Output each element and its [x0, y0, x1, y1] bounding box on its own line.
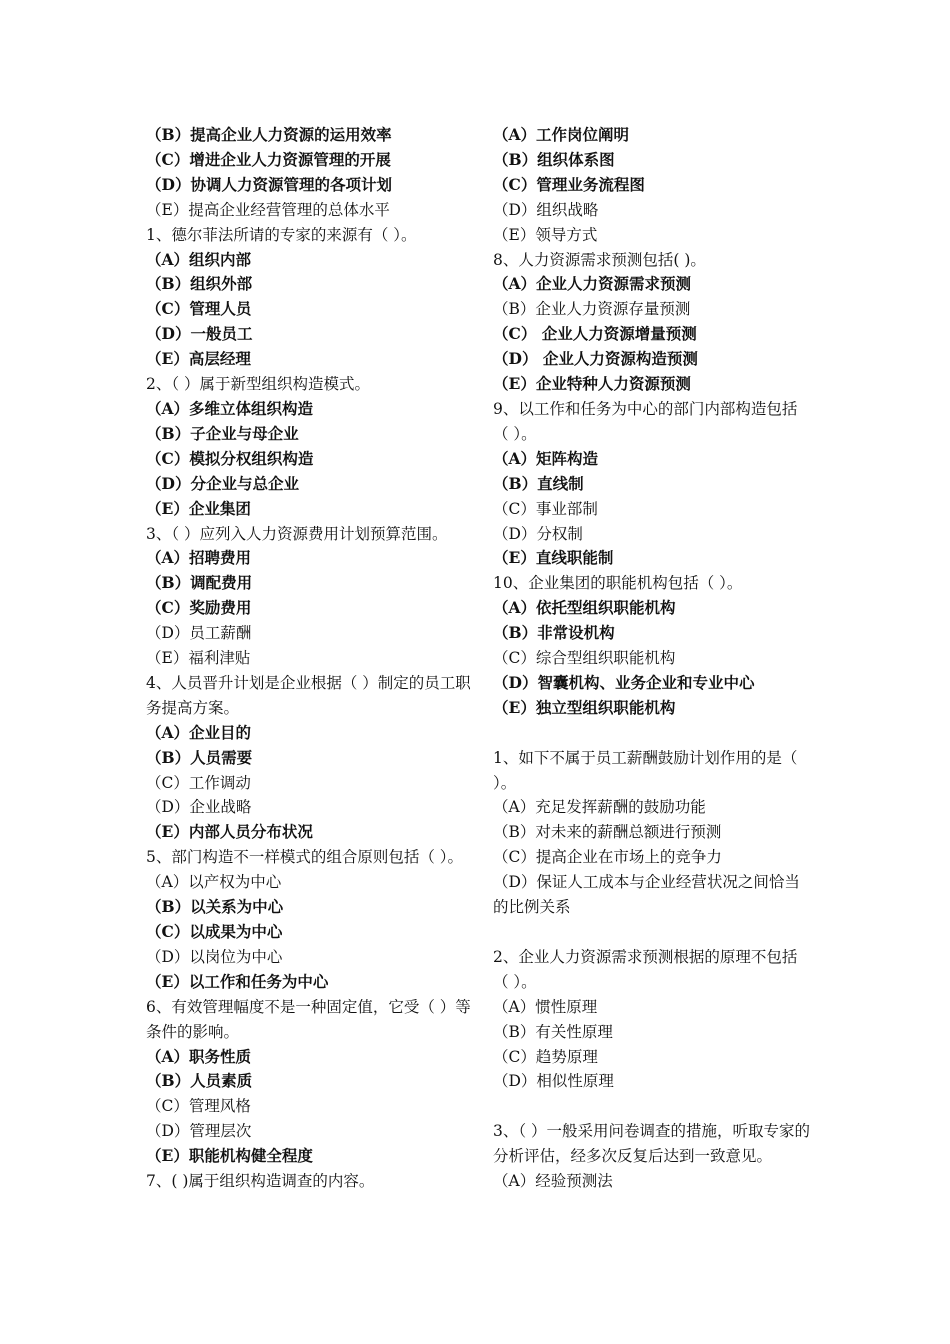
answer-option: （A）以产权为中心: [146, 873, 282, 892]
answer-option: （D）管理层次: [146, 1122, 252, 1141]
question-text: 3、（ ）应列入人力资源费用计划预算范围。: [146, 524, 448, 543]
answer-option: （B）以关系为中心: [146, 897, 284, 917]
answer-option: （C）工作调动: [146, 773, 251, 792]
answer-option: （A）企业人力资源需求预测: [493, 274, 692, 294]
answer-option: （C）奖励费用: [146, 598, 252, 618]
answer-option: （E）企业集团: [146, 498, 251, 518]
answer-option: （D）分企业与总企业: [146, 473, 299, 493]
answer-option: （B）对未来的薪酬总额进行预测: [493, 823, 722, 842]
answer-option: （C）事业部制: [493, 499, 598, 518]
answer-option: （B）组织外部: [146, 274, 253, 294]
answer-option: （C）管理业务流程图: [493, 174, 645, 194]
answer-option: （D）员工薪酬: [146, 624, 252, 643]
answer-option: （B）提高企业人力资源的运用效率: [146, 125, 392, 144]
answer-option: （E）内部人员分布状况: [146, 822, 313, 842]
answer-option: （A）惯性原理: [493, 997, 598, 1016]
answer-option: （E）职能机构健全程度: [146, 1146, 313, 1166]
answer-option: （D）保证人工成本与企业经营状况之间恰当的比例关系: [493, 873, 800, 917]
answer-option: （B）直线制: [493, 473, 584, 493]
blank-line: [493, 920, 811, 945]
answer-option: （D）分权制: [493, 524, 583, 543]
answer-option: （A）矩阵构造: [493, 448, 599, 468]
question-text: 1、德尔菲法所请的专家的来源有（ ）。: [146, 225, 417, 244]
answer-option: （A）职务性质: [146, 1046, 252, 1066]
answer-option: （C）模拟分权组织构造: [146, 448, 314, 468]
answer-option: （C） 企业人力资源增量预测: [493, 324, 697, 344]
question-text: 3、（ ）一般采用问卷调查的措施，听取专家的分析评估，经多次反复后达到一致意见。: [493, 1122, 811, 1166]
answer-option: （C）趋势原理: [493, 1047, 598, 1066]
answer-option: （E）独立型组织职能机构: [493, 697, 676, 717]
question-text: 5、部门构造不一样模式的组合原则包括（ ）。: [146, 848, 464, 867]
answer-option: （E）高层经理: [146, 349, 251, 369]
answer-option: （E）直线职能制: [493, 548, 614, 568]
answer-option: （A）多维立体组织构造: [146, 398, 314, 418]
answer-option: （E）提高企业经营管理的总体水平: [146, 200, 390, 219]
answer-option: （D）协调人力资源管理的各项计划: [146, 174, 392, 194]
answer-option: （C）提高企业在市场上的竞争力: [493, 848, 722, 867]
answer-option: （B）有关性原理: [493, 1022, 613, 1041]
answer-option: （D）智囊机构、业务企业和专业中心: [493, 672, 755, 692]
answer-option: （D）企业战略: [146, 798, 252, 817]
answer-option: （B）子企业与母企业: [146, 423, 299, 443]
answer-option: （D）组织战略: [493, 200, 599, 219]
answer-option: （A）组织内部: [146, 249, 252, 269]
answer-option: （A）充足发挥薪酬的鼓励功能: [493, 798, 706, 817]
answer-option: （C）以成果为中心: [146, 922, 283, 941]
answer-option: （B）调配费用: [146, 573, 253, 593]
answer-option: （D）相似性原理: [493, 1072, 614, 1091]
question-text: 4、人员晋升计划是企业根据（ ）制定的员工职务提高方案。: [146, 673, 471, 717]
question-text: 7、( )属于组织构造调查的内容。: [146, 1172, 375, 1191]
question-text: 1、如下不属于员工薪酬鼓励计划作用的是（ ）。: [493, 748, 798, 792]
question-text: 2、企业人力资源需求预测根据的原理不包括（ ）。: [493, 947, 798, 991]
answer-option: （C）管理人员: [146, 299, 252, 319]
blank-line: [493, 721, 811, 746]
answer-option: （A）招聘费用: [146, 548, 252, 568]
answer-option: （C）管理风格: [146, 1097, 251, 1116]
answer-option: （B）企业人力资源存量预测: [493, 300, 691, 319]
right-column: [493, 123, 811, 1194]
answer-option: （B）非常设机构: [493, 623, 615, 643]
question-text: 10、企业集团的职能机构包括（ ）。: [493, 574, 743, 593]
question-text: 2、（ ）属于新型组织构造模式。: [146, 375, 371, 394]
left-column: [146, 123, 474, 1194]
answer-option: （A）工作岗位阐明: [493, 125, 630, 144]
answer-option: （E）福利津贴: [146, 649, 251, 668]
answer-option: （B）人员素质: [146, 1071, 253, 1091]
answer-option: （D）一般员工: [146, 324, 253, 344]
answer-option: （A）依托型组织职能机构: [493, 598, 676, 618]
question-text: 9、以工作和任务为中心的部门内部构造包括（ ）。: [493, 399, 798, 443]
answer-option: （D） 企业人力资源构造预测: [493, 349, 698, 369]
answer-option: （B）组织体系图: [493, 149, 615, 169]
answer-option: （E）领导方式: [493, 225, 598, 244]
answer-option: （B）人员需要: [146, 747, 253, 767]
answer-option: （E）以工作和任务为中心: [146, 971, 329, 991]
question-text: 8、人力资源需求预测包括( )。: [493, 250, 706, 269]
answer-option: （D）以岗位为中心: [146, 947, 283, 966]
answer-option: （A）经验预测法: [493, 1172, 613, 1191]
question-text: 6、有效管理幅度不是一种固定值，它受（ ）等条件的影响。: [146, 997, 471, 1041]
answer-option: （A）企业目的: [146, 722, 252, 742]
answer-option: （C）增进企业人力资源管理的开展: [146, 149, 391, 169]
blank-line: [493, 1094, 811, 1119]
answer-option: （C）综合型组织职能机构: [493, 649, 676, 668]
answer-option: （E）企业特种人力资源预测: [493, 374, 691, 394]
